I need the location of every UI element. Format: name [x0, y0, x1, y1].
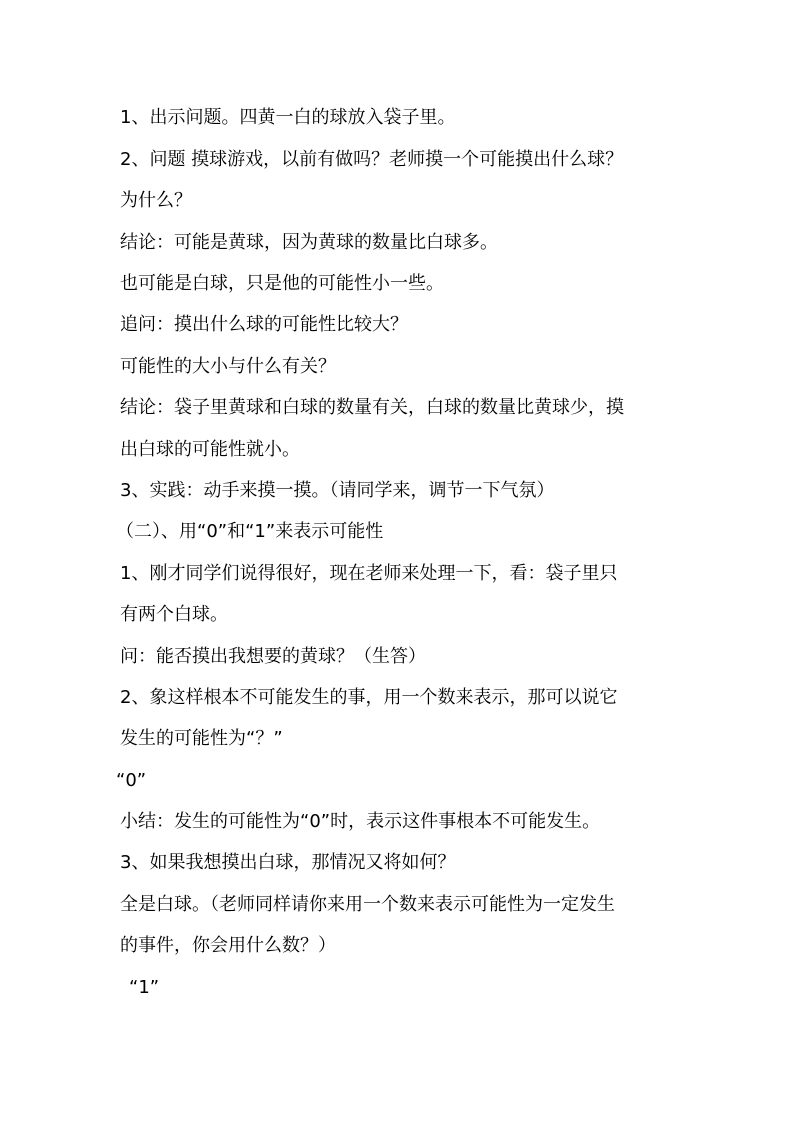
paragraph-line-21: 的事件，你会用什么数？） [120, 935, 336, 956]
paragraph-line-19: 3、如果我想摸出白球，那情况又将如何？ [120, 852, 456, 873]
paragraph-line-16: 发生的可能性为“？” [120, 728, 283, 749]
paragraph-line-18: 小结：发生的可能性为“0”时，表示这件事根本不可能发生。 [120, 811, 601, 832]
paragraph-line-10: 3、实践：动手来摸一摸。（请同学来，调节一下气氛） [120, 480, 555, 501]
paragraph-line-6: 追问：摸出什么球的可能性比较大？ [120, 314, 408, 335]
paragraph-line-2: 2、问题 摸球游戏，以前有做吗？老师摸一个可能摸出什么球？ [120, 149, 624, 170]
paragraph-line-4: 结论：可能是黄球，因为黄球的数量比白球多。 [120, 232, 498, 253]
paragraph-line-20: 全是白球。（老师同样请你来用一个数来表示可能性为一定发生 [120, 894, 615, 915]
paragraph-line-5: 也可能是白球，只是他的可能性小一些。 [120, 273, 444, 294]
paragraph-line-13: 有两个白球。 [120, 604, 228, 625]
paragraph-line-3: 为什么？ [120, 190, 192, 211]
paragraph-line-8: 结论：袋子里黄球和白球的数量有关，白球的数量比黄球少，摸 [120, 397, 624, 418]
answer-zero: “0” [116, 770, 147, 791]
paragraph-line-1: 1、出示问题。四黄一白的球放入袋子里。 [120, 107, 456, 128]
section-heading-2: （二）、用“0”和“1”来表示可能性 [116, 521, 384, 542]
paragraph-line-12: 1、刚才同学们说得很好，现在老师来处理一下，看：袋子里只 [120, 563, 618, 584]
paragraph-line-15: 2、象这样根本不可能发生的事，用一个数来表示，那可以说它 [120, 687, 618, 708]
paragraph-line-14: 问：能否摸出我想要的黄球？（生答） [120, 646, 426, 667]
paragraph-line-7: 可能性的大小与什么有关？ [120, 356, 336, 377]
answer-one: “1” [129, 977, 160, 998]
paragraph-line-9: 出白球的可能性就小。 [120, 439, 300, 460]
